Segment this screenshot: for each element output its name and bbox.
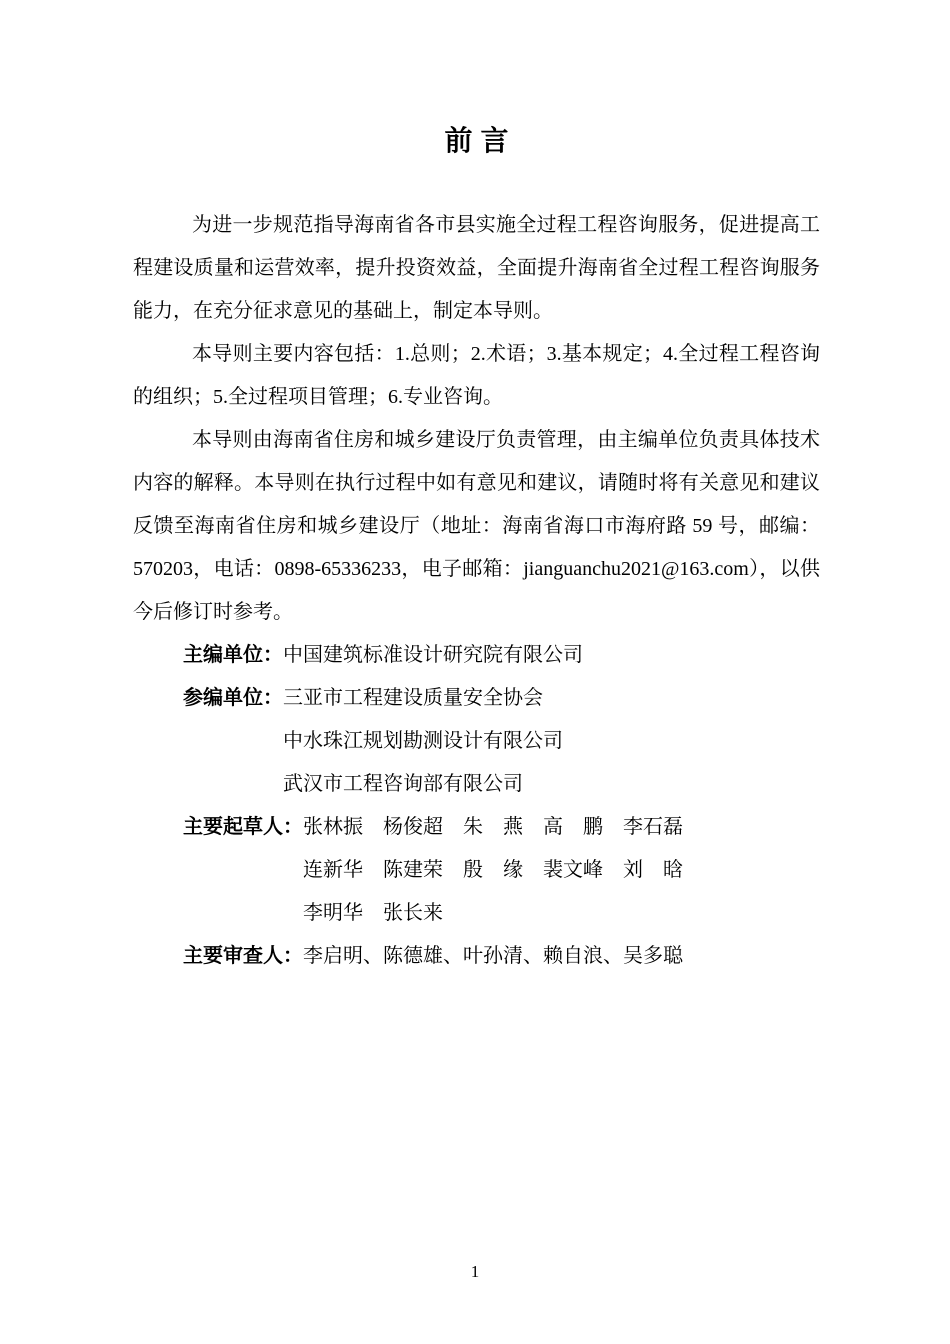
credit-label-drafters: 主要起草人：	[183, 816, 303, 838]
credit-values-co-editors	[283, 677, 820, 806]
page-number: 1	[470, 1262, 480, 1281]
paragraph-contents: 本导则主要内容包括：1.总则；2.术语；3.基本规定；4.全过程工程咨询的组织；5.全过程项目管理；6.专业咨询。	[133, 343, 820, 408]
credit-values-drafters	[303, 806, 820, 935]
credit-values-chief-editor	[283, 634, 820, 677]
credit-line: 武汉市工程咨询部有限公司	[283, 773, 523, 795]
credit-row-drafters	[133, 806, 820, 935]
credit-line: 中国建筑标准设计研究院有限公司	[283, 644, 583, 666]
credit-label-co-editors: 参编单位：	[183, 687, 283, 709]
credit-line: 李明华 张长来	[303, 902, 443, 924]
credit-row-chief-editor	[133, 634, 820, 677]
preface-body	[133, 204, 820, 634]
credit-values-reviewers	[303, 935, 820, 978]
credit-line: 中水珠江规划勘测设计有限公司	[283, 730, 563, 752]
credit-line: 李启明、陈德雄、叶孙清、赖自浪、吴多聪	[303, 945, 683, 967]
credits-section	[133, 634, 820, 978]
credit-row-co-editors	[133, 677, 820, 806]
credit-line: 张林振 杨俊超 朱 燕 高 鹏 李石磊	[303, 816, 683, 838]
credit-label-chief-editor: 主编单位：	[183, 644, 283, 666]
page-title: 前言	[444, 125, 517, 156]
credit-row-reviewers	[133, 935, 820, 978]
credit-line: 三亚市工程建设质量安全协会	[283, 687, 543, 709]
paragraph-management-feedback: 本导则由海南省住房和城乡建设厅负责管理，由主编单位负责具体技术内容的解释。本导则在执行过程中如有意见和建议，请随时将有关意见和建议反馈至海南省住房和城乡建设厅（地址：海南省海口市海府路 59 号，邮编：570203，电话：0898-65336233，电子邮箱：jianguanchu2021@163.com），以供今后修订时参考。	[133, 429, 820, 623]
credit-line: 连新华 陈建荣 殷 缘 裴文峰 刘 晗	[303, 859, 683, 881]
credit-label-reviewers: 主要审查人：	[183, 945, 303, 967]
paragraph-purpose: 为进一步规范指导海南省各市县实施全过程工程咨询服务，促进提高工程建设质量和运营效率，提升投资效益，全面提升海南省全过程工程咨询服务能力，在充分征求意见的基础上，制定本导则。	[133, 214, 820, 322]
